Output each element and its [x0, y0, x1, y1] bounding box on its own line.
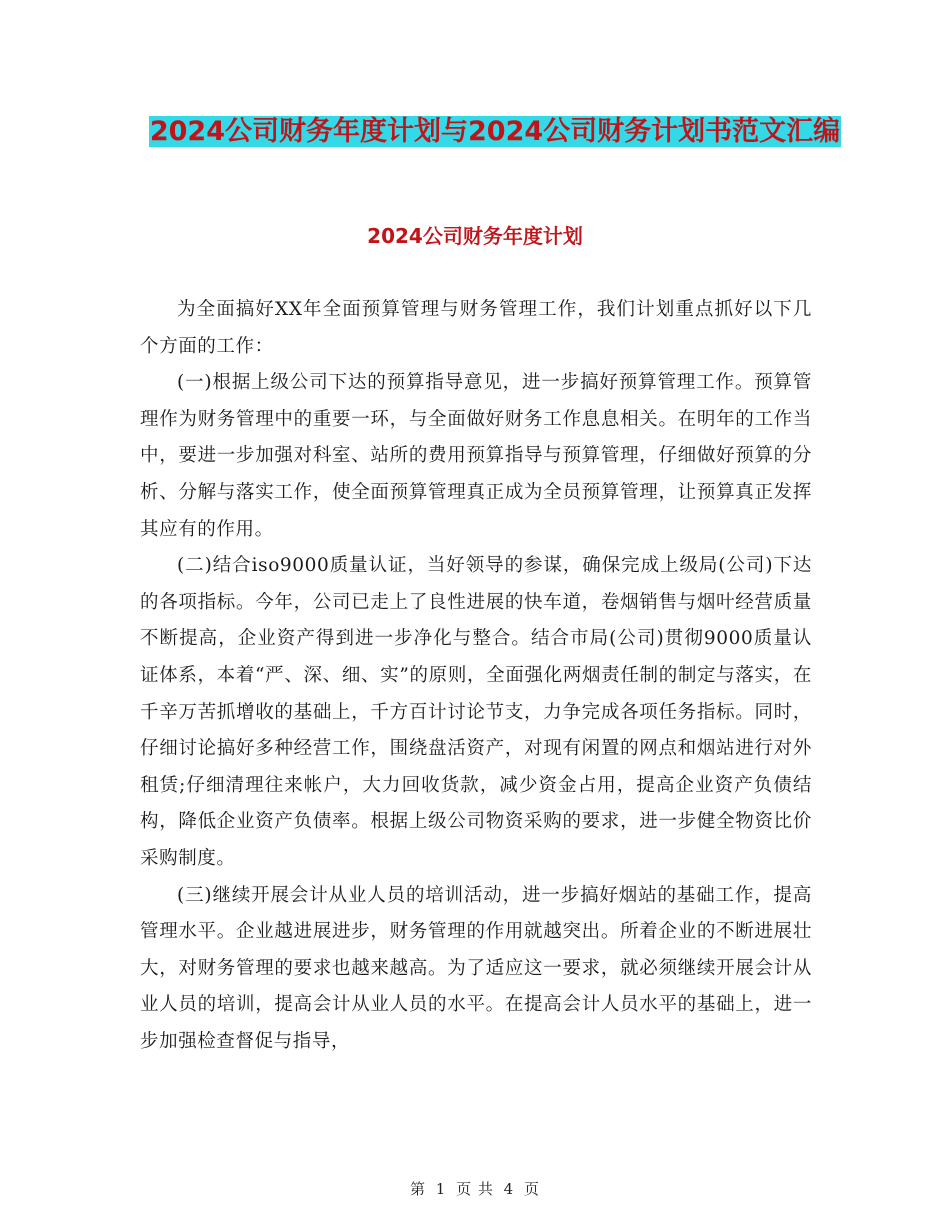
- document-body: [140, 292, 812, 1060]
- document-title: [140, 108, 850, 156]
- document-title-text: 2024公司财务年度计划与2024公司财务计划书范文汇编: [149, 116, 841, 147]
- paragraph-intro: 为全面搞好XX年全面预算管理与财务管理工作，我们计划重点抓好以下几个方面的工作：: [140, 299, 812, 357]
- paragraph-1: (一)根据上级公司下达的预算指导意见，进一步搞好预算管理工作。预算管理作为财务管理中的重要一环，与全面做好财务工作息息相关。在明年的工作当中，要进一步加强对科室、站所的费用预算指导与预算管理，仔细做好预算的分析、分解与落实工作，使全面预算管理真正成为全员预算管理，让预算真正发挥其应有的作用。: [140, 372, 812, 540]
- footer-total-pages: 4: [503, 1180, 515, 1198]
- footer-prefix: 第: [409, 1180, 426, 1198]
- paragraph-3: (三)继续开展会计从业人员的培训活动，进一步搞好烟站的基础工作，提高管理水平。企业越进展进步，财务管理的作用就越突出。所着企业的不断进展壮大，对财务管理的要求也越来越高。为了适应这一要求，就必须继续开展会计从业人员的培训，提高会计从业人员的水平。在提高会计人员水平的基础上，进一步加强检查督促与指导，: [140, 884, 812, 1052]
- footer-current-page: 1: [435, 1180, 447, 1198]
- footer-mid: 页 共: [456, 1180, 494, 1198]
- footer-suffix: 页: [524, 1180, 541, 1198]
- page-footer: [0, 1178, 950, 1199]
- paragraph-2: (二)结合iso9000质量认证，当好领导的参谋，确保完成上级局(公司)下达的各项指标。今年，公司已走上了良性进展的快车道，卷烟销售与烟叶经营质量不断提高，企业资产得到进一步净化与整合。结合市局(公司)贯彻9000质量认证体系，本着“严、深、细、实”的原则，全面强化两烟责任制的制定与落实，在千辛万苦抓增收的基础上，千方百计讨论节支，力争完成各项任务指标。同时，仔细讨论搞好多种经营工作，围绕盘活资产，对现有闲置的网点和烟站进行对外租赁;仔细清理往来帐户，大力回收货款，减少资金占用，提高企业资产负债结构，降低企业资产负债率。根据上级公司物资采购的要求，进一步健全物资比价采购制度。: [140, 555, 812, 869]
- section-title: 2024公司财务年度计划: [367, 224, 583, 248]
